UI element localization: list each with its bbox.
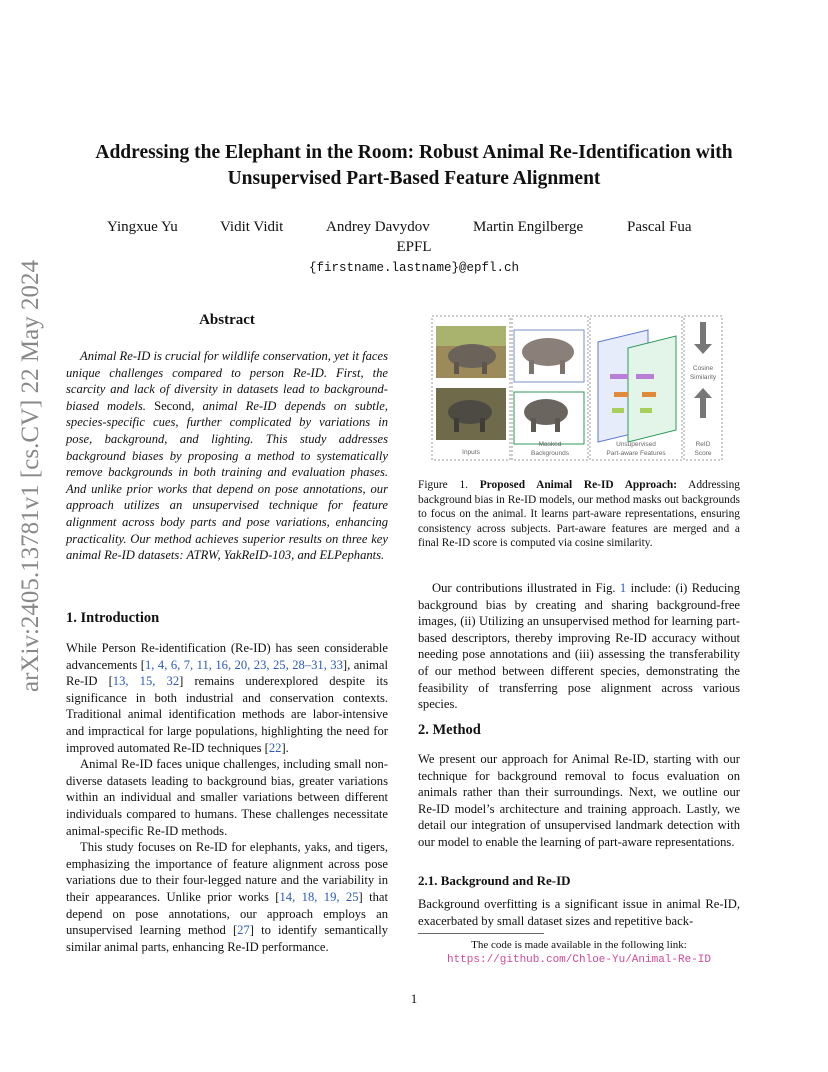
method-heading: 2. Method xyxy=(418,722,481,738)
figure-label: ReID xyxy=(695,441,711,448)
intro-paragraph: This study focuses on Re-ID for elephants, yaks, and tigers, emphasizing the importance of feature alignment across pose variations due to their four-legged nature and the variability in their appearances. Unlike prior works [14, 18, 19, 25] that depend on pose annotations, our approach employs an unsupervised learning method [27] to identify semantically similar animal parts, enhancing Re-ID performance. xyxy=(66,840,389,954)
page-number: 1 xyxy=(410,991,418,1006)
author-email: {firstname.lastname}@epfl.ch xyxy=(308,261,520,275)
figure-label: Unsupervised xyxy=(616,441,656,448)
abstract-part: animal Re-ID depends on subtle, species-specific cues, further complicated by variations in pose, background, and lighting. This study addresses background biases by proposing a method to systematically remove backgrounds in both training and evaluation phases. And unlike prior works that depend on pose annotations, our approach utilizes an unsupervised technique for feature alignment across body parts and pose variations, enhancing practicality. Our method achieves superior results on three key animal Re-ID datasets: ATRW, YakReID-103, and ELPephants. xyxy=(66,398,388,563)
citation-link[interactable]: 22 xyxy=(268,740,282,755)
abstract-part: Animal Re-ID is crucial for wildlife conservation, yet it faces unique challenges compared to person Re-ID. First, xyxy=(66,349,388,380)
paper-title: Addressing the Elephant in the Room: Robust Animal Re-Identification with Unsupervised Part-Based Feature Alignment xyxy=(95,142,733,189)
abstract-part: the scarcity and lack of diversity in datasets lead to background-biased models. xyxy=(66,365,388,413)
method-body: We present our approach for Animal Re-ID, starting with our technique for background removal to focus evaluation on animals rather than their surroundings. Next, we outline our Re-ID model’s architecture and training approach. Lastly, we detail our integration of unsupervised landmark detection with our model to enable the learning of part-aware representations. xyxy=(418,752,740,849)
contributions: Our contributions illustrated in Fig. 1 include: (i) Reducing background bias by creating and sharing background-free images, (ii) Utilizing an unsupervised method for learning part-based descriptors, thereby improving Re-ID accuracy without needing pose annotations and (iii) assessing the transferability of our method between different species, demonstrating the feasibility of transferring pose alignment across various species. xyxy=(418,581,740,712)
abstract-part: Second, xyxy=(154,398,195,413)
figure-label: Part-aware Features xyxy=(606,450,666,457)
figure-label: Masked xyxy=(538,441,562,448)
arxiv-stamp-text: arXiv:2405.13781v1 [cs.CV] 22 May 2024 xyxy=(17,260,44,692)
code-link[interactable]: https://github.com/Chloe-Yu/Animal-Re-ID xyxy=(446,954,712,966)
arxiv-stamp xyxy=(14,260,48,692)
figure-label: Score xyxy=(694,450,712,457)
author-list xyxy=(60,219,768,239)
citation-link[interactable]: 1, 4, 6, 7, 11, 16, 20, 23, 25, 28–31, 33 xyxy=(145,657,343,672)
citation-link[interactable]: 27 xyxy=(237,923,250,938)
author-name: Martin Engilberge xyxy=(473,219,584,235)
intro-heading: 1. Introduction xyxy=(66,610,160,626)
subsection-heading: 2.1. Background and Re-ID xyxy=(418,873,571,888)
intro-paragraph: While Person Re-identification (Re-ID) has seen considerable advancements [1, 4, 6, 7, 11, 16, 20, 23, 25, 28–31, 33], animal Re-ID [13, 15, 32] remains underexplored despite its significance in both industrial and conservation contexts. Traditional animal identification methods are labor-intensive and impractical for large populations, highlighting the need for improved automated Re-ID techniques [22]. xyxy=(66,641,388,755)
citation-link[interactable]: 13, 15, 32 xyxy=(112,674,180,689)
abstract-text xyxy=(66,348,388,564)
footnote-rule xyxy=(418,933,544,934)
intro-body xyxy=(66,640,388,955)
author-name: Pascal Fua xyxy=(627,219,692,235)
citation-link[interactable]: 14, 18, 19, 25 xyxy=(279,889,359,904)
abstract-heading: Abstract xyxy=(199,312,255,328)
figure-label: Cosine xyxy=(692,365,714,372)
figure-ref-link[interactable]: 1 xyxy=(619,581,627,595)
figure-caption: Figure 1. Proposed Animal Re-ID Approach: Addressing background bias in Re-ID models, our method masks out backgrounds to focus on the animal. It learns part-aware representations, ensuring consistency across subjects. Part-aware features are merged and a final Re-ID score is computed via cosine similarity. xyxy=(418,479,740,550)
figure-label: Inputs xyxy=(462,449,480,456)
author-name: Yingxue Yu xyxy=(107,219,178,235)
figure-1 xyxy=(428,312,726,464)
footnote: The code is made available in the following link: https://github.com/Chloe-Yu/Animal-Re-ID xyxy=(446,939,712,966)
affiliation: EPFL xyxy=(396,239,432,255)
figure-1-diagram xyxy=(428,312,726,464)
author-name: Andrey Davydov xyxy=(326,219,430,235)
figure-label: Similarity xyxy=(689,374,717,381)
subsection-body: Background overfitting is a significant issue in animal Re-ID, exacerbated by small dataset sizes and repetitive back- xyxy=(418,897,740,928)
author-name: Vidit Vidit xyxy=(220,219,284,235)
figure-label: Backgrounds xyxy=(531,450,569,457)
intro-paragraph: Animal Re-ID faces unique challenges, including small non-diverse datasets leading to background bias, greater variations within an individual and smaller variations between different individuals compared to humans. These challenges necessitate animal-specific Re-ID methods. xyxy=(66,757,388,838)
